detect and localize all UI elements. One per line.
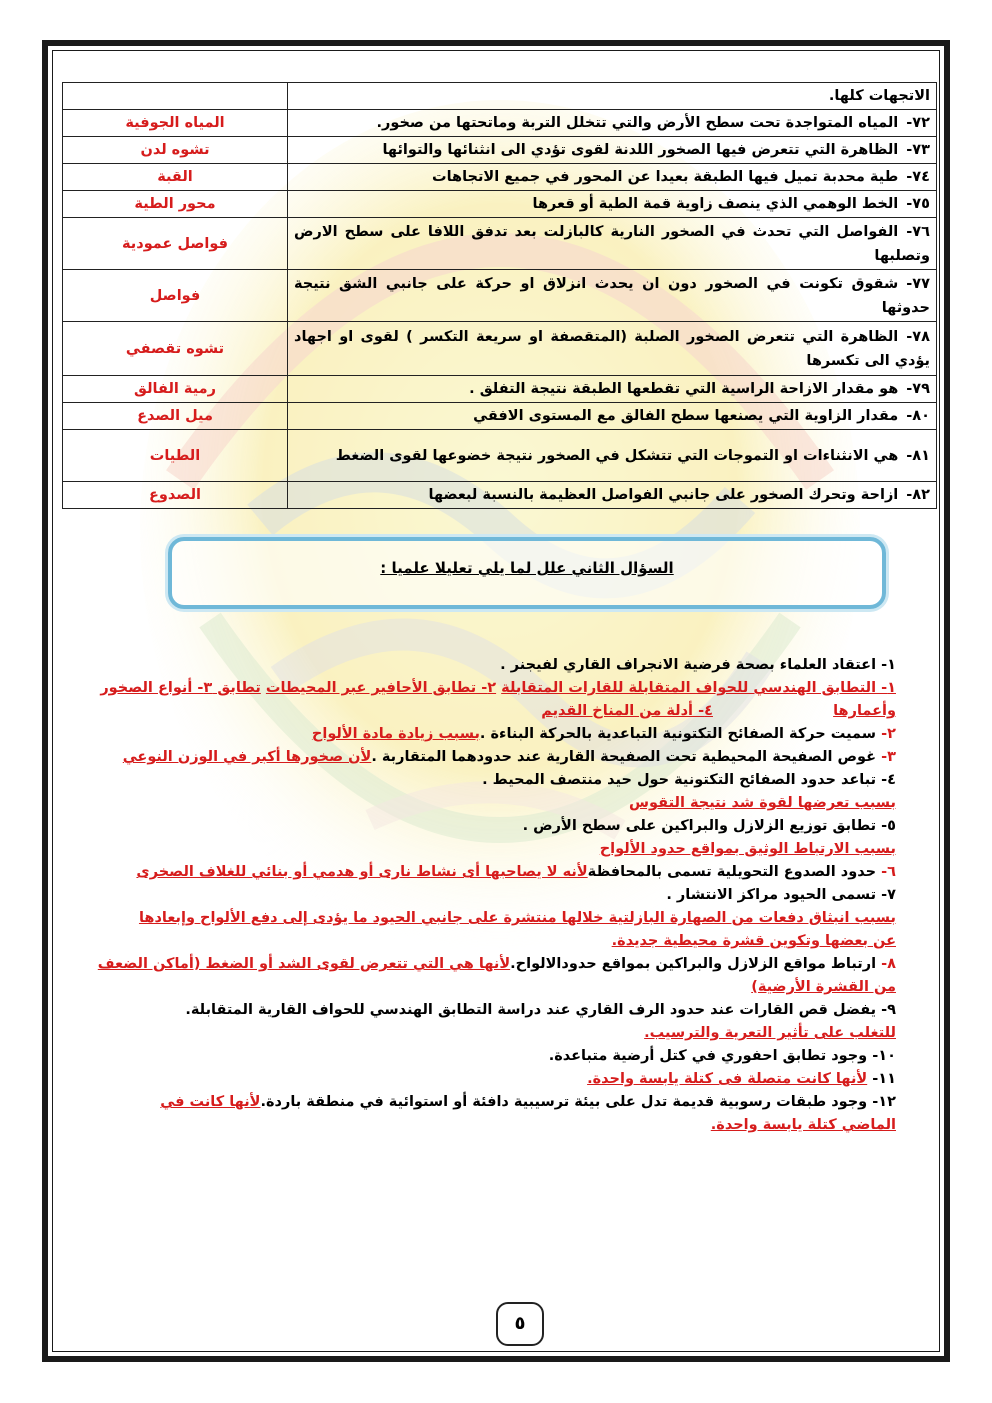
answer-question: وجود طبقات رسوبية قديمة تدل على بيئة ترسيبية دافئة أو استوائية في منطقة باردة. [260,1094,868,1110]
question-text: الظاهرة التي تتعرض الصخور الصلبة (المتقصفة او سريعة التكسر ) لقوى او اجهاد يؤدي الى تكسرها [294,328,930,369]
answer-number: ٦- [881,864,896,880]
table-row [63,218,937,270]
table-row [63,482,937,509]
answer-number: ١٠- [872,1048,896,1064]
answer-5-question: ٥- تطابق توزيع الزلازل والبراكين على سطح الأرض . [522,818,896,834]
terms-table [62,82,937,509]
reason-text: لأنها هي التي تتعرض لقوى الشد أو الضغط (أماكن الضعف [97,956,511,972]
answer-question: وجود تطابق احفوري في كتل أرضية متباعدة. [548,1048,868,1064]
question-number: ٧٥- [906,196,930,212]
question-number: ٨١- [906,447,930,464]
question-cell [288,270,937,322]
table-row [63,376,937,403]
answer-10 [70,1045,896,1068]
reason-text: لأنها كانت متصلة فى كتلة يابسة واحدة. [587,1071,868,1087]
question-cell [288,430,937,482]
answer-12-reason [70,1114,896,1137]
reason-text: تطابق ٣- أنواع الصخور وأعمارها [100,680,896,719]
answer-12 [70,1091,896,1114]
reason-text: بسبب الارتباط الوثيق بمواقع حدود الألواح [599,841,896,857]
answer-cell: تشوه لدن [63,137,288,164]
answer-4-question: ٤- تباعد حدود الصفائح التكتونية حول حيد منتصف المحيط . [482,772,896,788]
reason-text: بسبب تعرضها لقوة شد نتيجة التقوس [629,795,896,811]
question-cell [288,218,937,270]
table-row [63,191,937,218]
table-row [63,403,937,430]
answer-question: حدود الصدوع التحويلية تسمى بالمحافظة [587,864,877,880]
question-text: مقدار الزاوية التي يصنعها سطح الفالق مع المستوى الافقي [473,408,899,424]
reason-text: ٤- أدلة من المناخ القديم [541,703,713,719]
question-text: شقوق تكونت في الصخور دون ان يحدث انزلاق او حركة على جانبي الشق نتيجة حدوثها [294,275,930,316]
reason-text: بسبب انبثاق دفعات من الصهارة البازلتية خلالها منتشرة على جانبي الحيود ما يؤدى إلى دفع الألواح وإبعادها [138,910,896,926]
answer-8 [70,953,896,976]
answer-3 [70,746,896,769]
table-row [63,83,937,110]
page-number: ٥ [496,1302,544,1346]
answer-cell: الصدوع [63,482,288,509]
answer-8-reason [70,976,896,999]
table-row [63,137,937,164]
page-border-left [42,40,48,1362]
question-text: الاتجهات كلها. [828,88,930,104]
question-cell [288,191,937,218]
answer-cell: فواصل عمودية [63,218,288,270]
answer-6 [70,861,896,884]
table-row [63,430,937,482]
answer-1-question: ١- اعتقاد العلماء بصحة فرضية الانجراف القاري لفيجنر . [500,657,896,673]
question-cell [288,137,937,164]
question-number: ٧٢- [906,115,930,131]
question-number: ٧٦- [906,223,930,240]
question-text: الخط الوهمي الذي ينصف زاوية قمة الطية أو قعرها [532,196,899,212]
answer-cell: الطيات [63,430,288,482]
answer-9-reason [70,1022,896,1045]
question-number: ٧٣- [906,142,930,158]
question-text: الفواصل التي تحدث في الصخور النارية كالبازلت بعد تدفق اللافا على سطح الارض وتصلبها [294,223,930,264]
question-text: الظاهرة التي تتعرض فيها الصخور اللدنة لقوى تؤدي الى انثنائها والتوائها [382,142,899,158]
table-row [63,110,937,137]
page-inner-border [52,50,940,51]
answer-cell: فواصل [63,270,288,322]
question-number: ٧٩- [906,381,930,397]
answer-cell [63,83,288,110]
table-row [63,322,937,376]
page-border-top [42,40,950,46]
page-inner-border [52,50,53,1352]
reason-text: لأنها كانت في [160,1094,261,1110]
question-number: ٨٢- [906,487,930,503]
answer-cell: تشوه تقصفي [63,322,288,376]
answer-number: ١٢- [872,1094,896,1110]
answer-cell: رمية الفالق [63,376,288,403]
answer-7-reason [70,907,896,930]
question-number: ٧٤- [906,169,930,185]
page-inner-border [939,50,940,1352]
answer-2 [70,723,896,746]
page-border-right [944,40,950,1362]
reason-text: من القشرة الأرضية) [751,979,896,995]
reason-text: لأنه لا يصاحبها أى نشاط نارى أو هدمي أو بنائي للغلاف الصخرى [136,864,588,880]
question-cell [288,482,937,509]
reason-text: عن بعضها وتكوين قشرة محيطية جديدة. [611,933,896,949]
reason-text: لأن صخورها أكبر في الوزن النوعي [122,749,372,765]
answer-11 [70,1068,896,1091]
answer-number: ١١- [872,1071,896,1087]
answer-question: ارتباط مواقع الزلازل والبراكين بمواقع حدودالالواح. [510,956,877,972]
question-cell [288,403,937,430]
page-inner-border [52,1351,940,1352]
page-border-bottom [42,1356,950,1362]
reason-text: للتغلب على تأثير التعرية والترسيب. [644,1025,896,1041]
question-cell [288,110,937,137]
question-number: ٧٧- [906,275,930,292]
reason-text: بسبب زيادة مادة الألواح [311,726,480,742]
table-row [63,270,937,322]
question-text: هو مقدار الازاحة الراسية التي تقطعها الطبقة نتيجة التفلق . [469,381,899,397]
answer-9-question: ٩- يفضل قص القارات عند حدود الرف القاري عند دراسة التطابق الهندسي للحواف القارية المتقابلة. [185,1002,896,1018]
answer-4-reason [70,792,896,815]
answer-question: غوص الصفيحة المحيطية تحت الصفيحة القارية عند حدودهما المتقاربة . [371,749,877,765]
question-cell [288,376,937,403]
question-number: ٧٨- [906,328,930,345]
reason-text: ١- التطابق الهندسي للحواف المتقابلة للقارات المتقابلة [501,680,896,696]
question-cell [288,83,937,110]
answers-section [70,654,896,1137]
reason-text: الماضي كتلة يابسة واحدة. [710,1117,896,1133]
answer-cell: القبة [63,164,288,191]
question-text: المياه المتواجدة تحت سطح الأرض والتي تتخلل التربة وماتحتها من صخور. [376,115,899,131]
table-row [63,164,937,191]
answer-cell: محور الطية [63,191,288,218]
question2-heading-box [168,537,886,609]
answer-5-reason [70,838,896,861]
question-text: طية محدبة تميل فيها الطبقة بعيدا عن المحور في جميع الاتجاهات [432,169,899,185]
answer-number: ٨- [881,956,896,972]
answer-question: سميت حركة الصفائح التكتونية التباعدية بالحركة البناءة . [479,726,877,742]
reason-text: ٢- تطابق الأحافير عبر المحيطات [265,680,497,696]
answer-1-reasons [70,677,896,723]
answer-number: ٢- [881,726,896,742]
question-cell [288,322,937,376]
question-cell [288,164,937,191]
answer-7-reason [70,930,896,953]
answer-cell: ميل الصدع [63,403,288,430]
question-number: ٨٠- [906,408,930,424]
answer-cell: المياه الجوفية [63,110,288,137]
answer-7-question: ٧- تسمى الحيود مراكز الانتشار . [666,887,896,903]
question2-title: السؤال الثاني علل لما يلي تعليلا علميا : [380,559,674,577]
answer-number: ٣- [881,749,896,765]
question-text: هي الانثناءات او التموجات التي تتشكل في الصخور نتيجة خضوعها لقوى الضغط [335,447,899,464]
question-text: ازاحة وتحرك الصخور على جانبي الفواصل العظيمة بالنسبة لبعضها [428,487,899,503]
